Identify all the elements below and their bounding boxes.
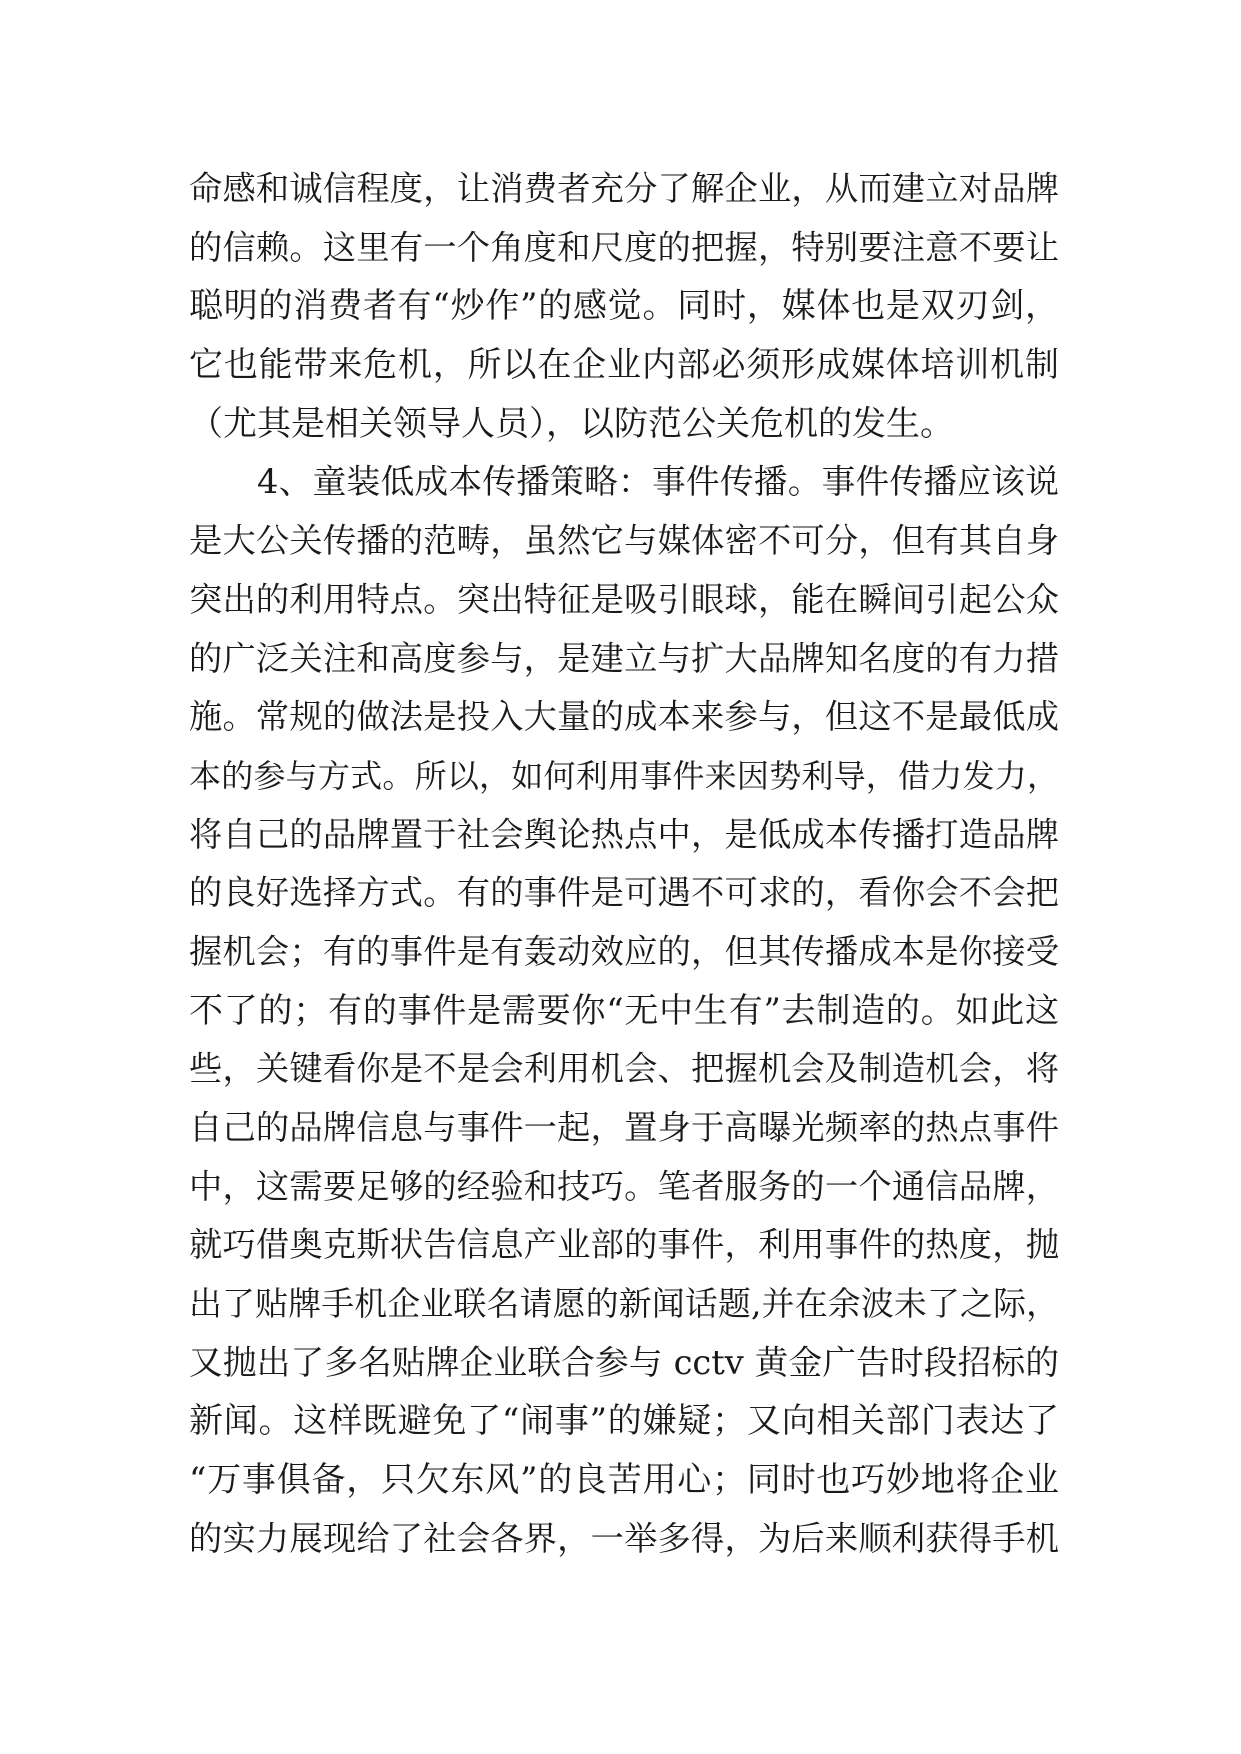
text-line: 的广泛关注和高度参与，是建立与扩大品牌知名度的有力措 [189, 638, 1059, 678]
text-line: 它也能带来危机，所以在企业内部必须形成媒体培训机制 [189, 345, 1059, 386]
text-line: 不了的；有的事件是需要你“无中生有”去制造的。如此这 [189, 990, 1059, 1031]
text-line: 是大公关传播的范畴，虽然它与媒体密不可分，但有其自身 [189, 521, 1059, 561]
text-line: 又抛出了多名贴牌企业联合参与 cctv 黄金广告时段招标的 [189, 1342, 1059, 1382]
text-line: 自己的品牌信息与事件一起，置身于高曝光频率的热点事件 [189, 1108, 1059, 1147]
text-line: 些，关键看你是不是会利用机会、把握机会及制造机会，将 [189, 1049, 1059, 1089]
text-line: “万事俱备，只欠东风”的良苦用心；同时也巧妙地将企业 [189, 1460, 1059, 1501]
text-line: 出了贴牌手机企业联名请愿的新闻话题,并在余波未了之际， [189, 1284, 1059, 1324]
text-line: 施。常规的做法是投入大量的成本来参与，但这不是最低成 [189, 697, 1059, 737]
text-line: 就巧借奥克斯状告信息产业部的事件，利用事件的热度，抛 [189, 1225, 1059, 1265]
text-line: 的信赖。这里有一个角度和尺度的把握，特别要注意不要让 [189, 227, 1059, 267]
text-line: 新闻。这样既避免了“闹事”的嫌疑；又向相关部门表达了 [189, 1401, 1059, 1442]
text-line: （尤其是相关领导人员），以防范公关危机的发生。 [189, 403, 954, 444]
text-line: 突出的利用特点。突出特征是吸引眼球，能在瞬间引起公众 [189, 579, 1059, 619]
paragraph-first-line: 4、童装低成本传播策略：事件传播。事件传播应该说 [257, 462, 1059, 502]
body-text [189, 160, 1059, 1569]
text-line: 握机会；有的事件是有轰动效应的，但其传播成本是你接受 [189, 931, 1059, 971]
text-line: 的实力展现给了社会各界，一举多得，为后来顺利获得手机 [189, 1518, 1059, 1558]
text-line: 将自己的品牌置于社会舆论热点中，是低成本传播打造品牌 [189, 814, 1059, 854]
text-line: 中，这需要足够的经验和技巧。笔者服务的一个通信品牌， [189, 1166, 1059, 1206]
text-line: 聪明的消费者有“炒作”的感觉。同时，媒体也是双刃剑， [189, 286, 1059, 327]
text-line: 的良好选择方式。有的事件是可遇不可求的，看你会不会把 [189, 873, 1059, 913]
text-line: 本的参与方式。所以，如何利用事件来因势利导，借力发力， [189, 756, 1059, 795]
text-line: 命感和诚信程度，让消费者充分了解企业，从而建立对品牌 [189, 169, 1059, 208]
